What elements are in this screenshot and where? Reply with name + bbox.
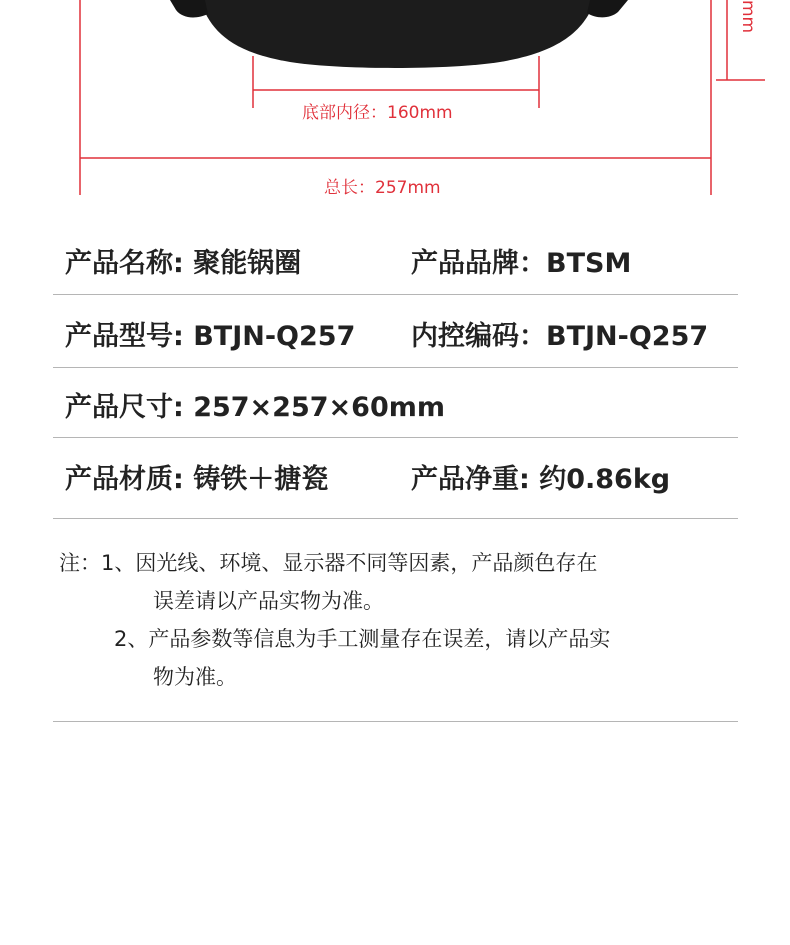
- bottom-diameter-label: 底部内径：160mm: [302, 103, 453, 123]
- note-line-1: 注：1、因光线、环境、显示器不同等因素，产品颜色存在: [59, 551, 598, 575]
- product-size: 产品尺寸: 257×257×60mm: [65, 392, 446, 423]
- note-line-3: 2、产品参数等信息为手工测量存在误差，请以产品实: [114, 627, 611, 651]
- spec-row: [53, 295, 738, 368]
- pot-left-handle: [170, 0, 208, 17]
- internal-code: 内控编码：BTJN-Q257: [411, 321, 709, 352]
- spec-row: [53, 222, 738, 295]
- note-line-4: 物为准。: [153, 665, 237, 689]
- spec-row: [53, 368, 738, 438]
- total-length-label: 总长：257mm: [324, 178, 441, 198]
- notes-divider: [53, 721, 738, 722]
- product-brand: 产品品牌：BTSM: [411, 248, 632, 279]
- pot-right-handle: [587, 0, 628, 17]
- pot-body: [200, 0, 595, 68]
- product-net-weight: 产品净重: 约0.86kg: [411, 464, 671, 495]
- note-line-2: 误差请以产品实物为准。: [153, 589, 384, 613]
- product-dimension-figure: [0, 0, 790, 200]
- product-name: 产品名称: 聚能锅圈: [65, 248, 302, 279]
- height-unit-label: mm: [738, 0, 758, 34]
- product-model: 产品型号: BTJN-Q257: [65, 321, 356, 352]
- spec-table: [53, 222, 738, 519]
- spec-row: [53, 438, 738, 519]
- product-material: 产品材质: 铸铁＋搪瓷: [65, 464, 329, 495]
